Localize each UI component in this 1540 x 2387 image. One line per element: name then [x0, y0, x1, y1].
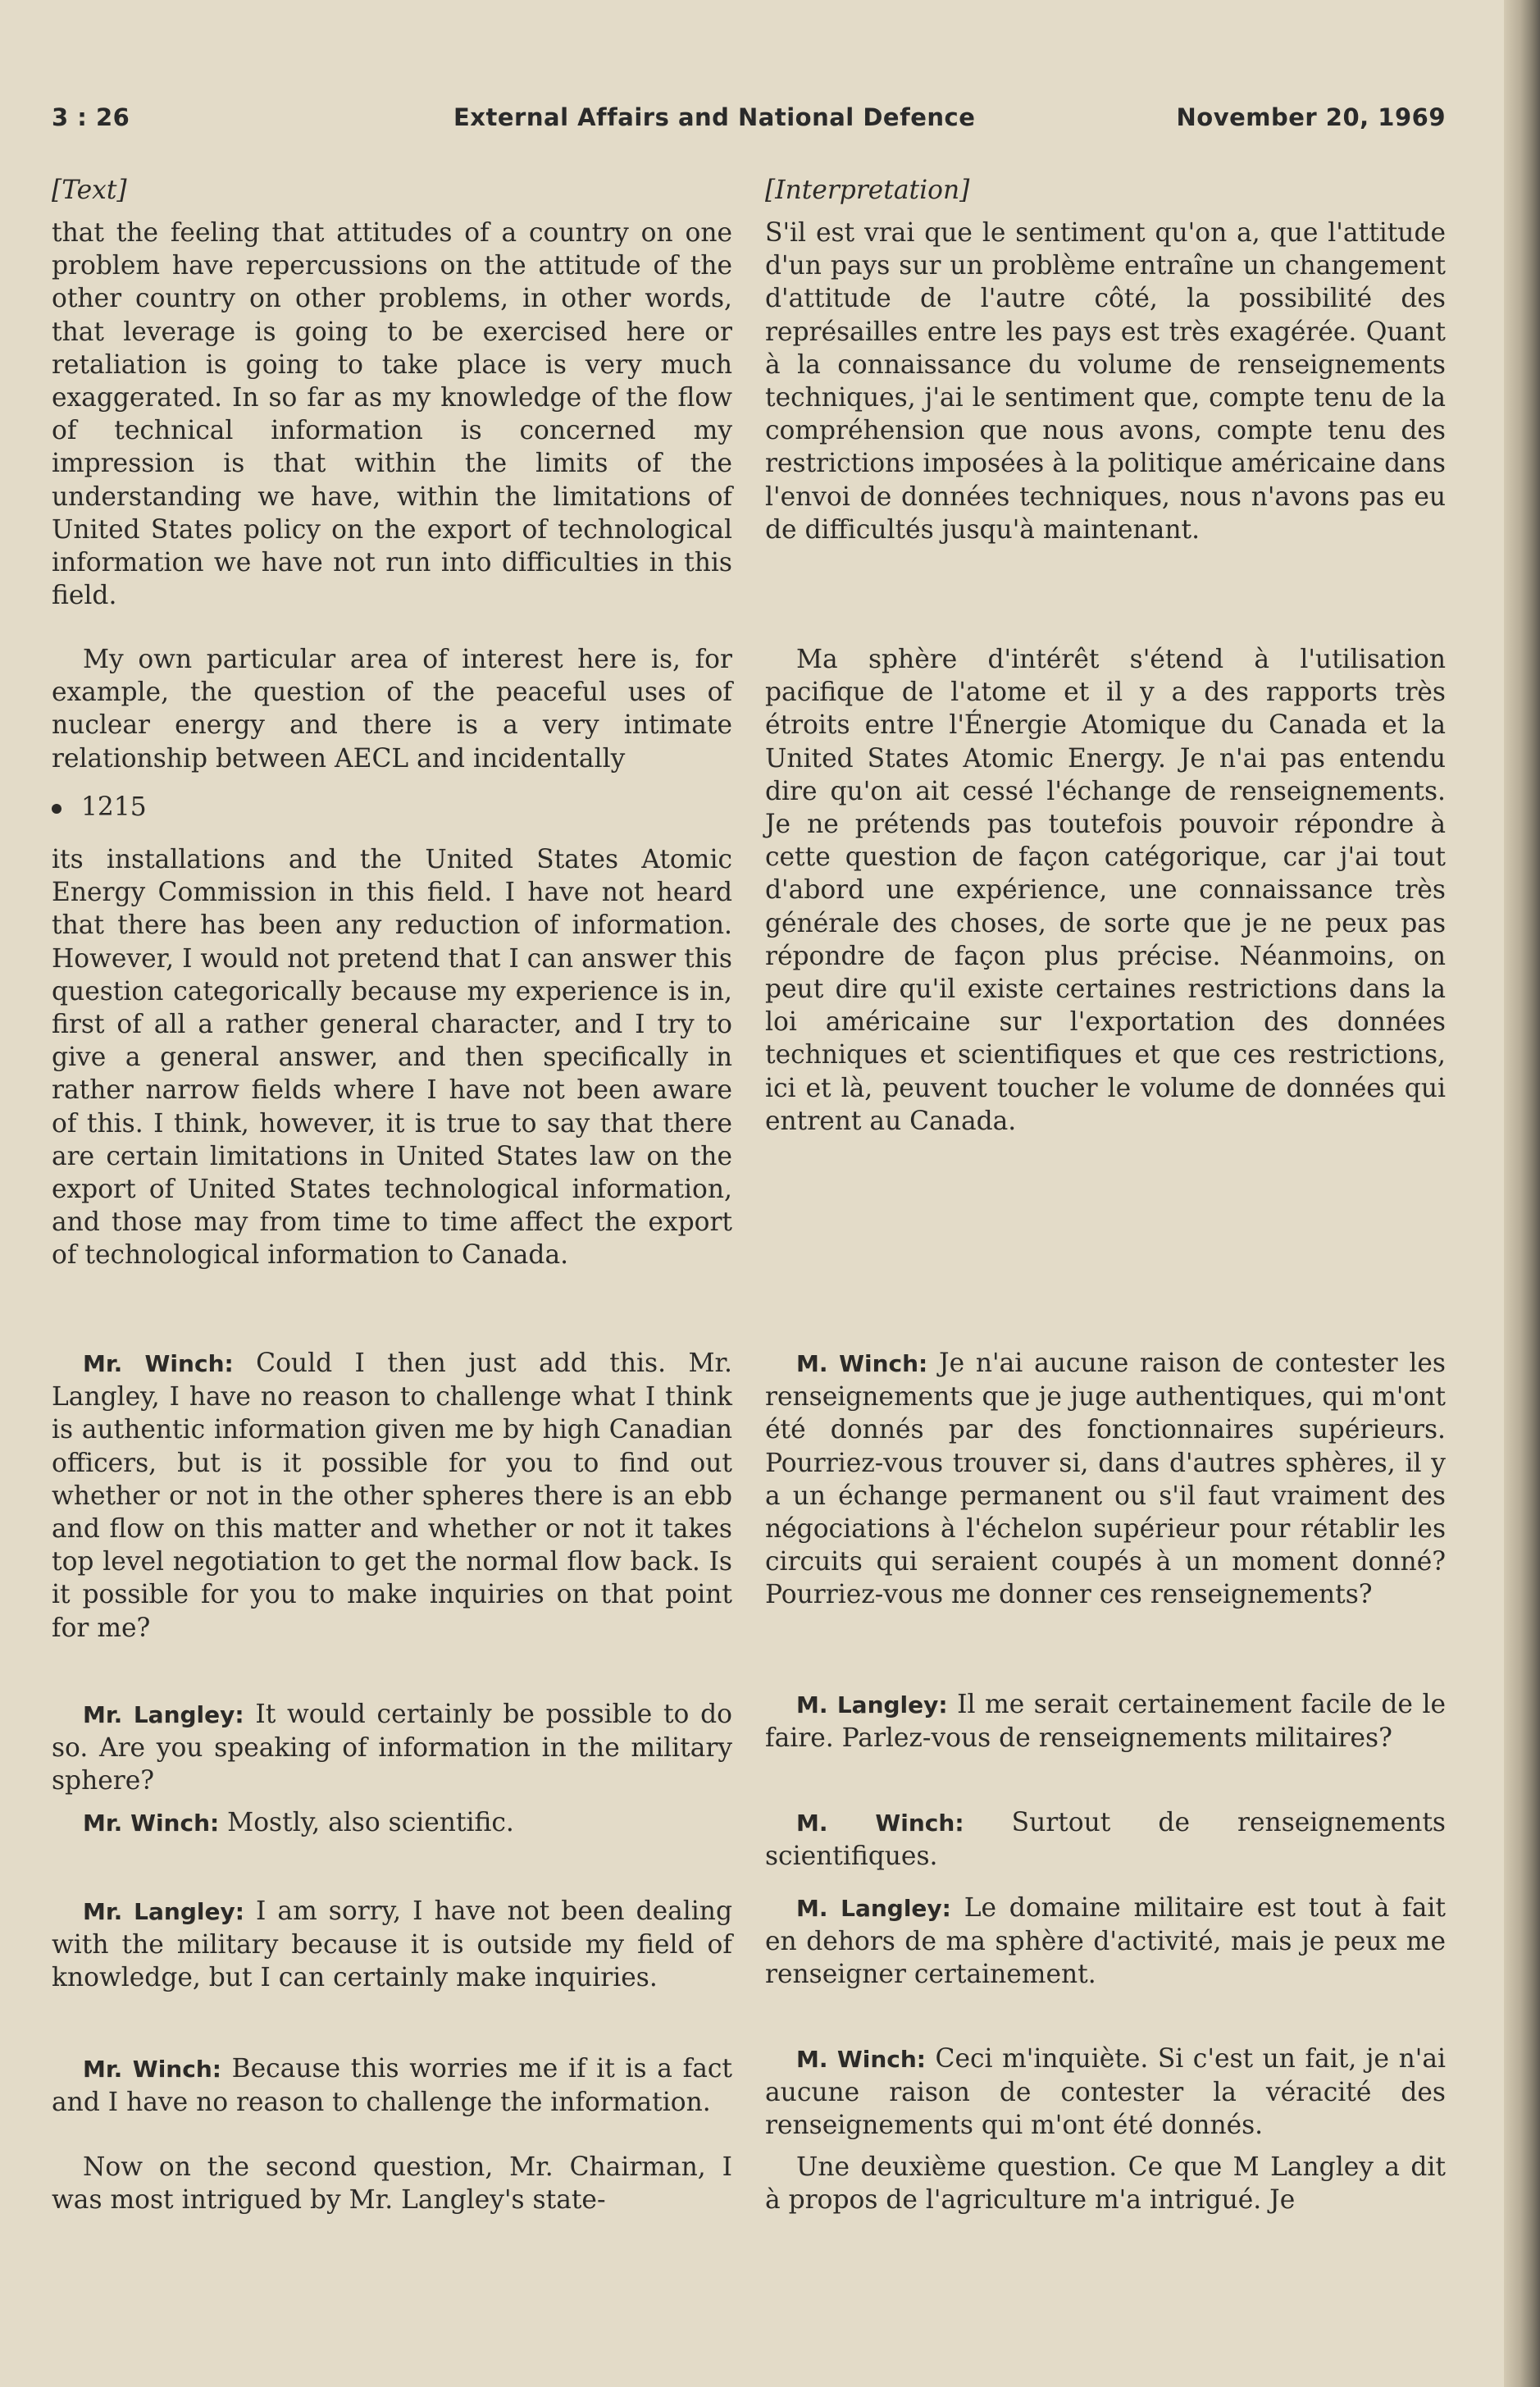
speech-text: Could I then just add this. Mr. Langley, I have no reason to challenge what I think is authentic information given me by high Canadian officers, but is it possible for you to find out whether or not in the other spheres there is an ebb and flow on this matter and whether or not it takes top level negotiation to get the normal flow back. Is it possible for you to make inquiries on that point for me? [52, 1349, 732, 1643]
speaker-turn [52, 2052, 732, 2119]
time-marker [52, 791, 732, 824]
speech-text: I am sorry, I have not been dealing with the military because it is outside my field of knowledge, but I can certainly make inquiries. [52, 1896, 733, 1993]
text-label: [Text] [52, 176, 127, 205]
speaker-turn [765, 1806, 1446, 1873]
speech-text: Ceci m'inquiète. Si c'est un fait, je n'ai aucune raison de contester la véracité des renseignements qui m'ont été donnés. [765, 2044, 1446, 2141]
binding-gutter [1504, 0, 1540, 2387]
speaker-turn [765, 1347, 1446, 1612]
speaker-name: M. Winch: [796, 1810, 964, 1837]
paragraph [765, 2151, 1446, 2216]
speech-text: Le domaine militaire est tout à fait en dehors de ma sphère d'activité, mais je peux me renseigner certainement. [765, 1893, 1446, 1990]
paragraph [52, 843, 732, 1272]
paragraph [52, 217, 732, 612]
speaker-turn [765, 1892, 1446, 1992]
interpretation-label: [Interpretation] [765, 176, 970, 205]
speaker-name: M. Langley: [796, 1895, 951, 1922]
column-label [765, 174, 1446, 207]
speaker-name: Mr. Langley: [83, 1898, 244, 1925]
running-header [52, 103, 1446, 136]
speaker-name: M. Winch: [796, 1350, 928, 1377]
bullet-icon [52, 804, 62, 814]
speaker-name: Mr. Winch: [83, 1810, 220, 1837]
paragraph-text: Ma sphère d'intérêt s'étend à l'utilisation pacifique de l'atome et il y a des rapports très étroits entre l'Énergie Atomique du Canada et la United States Atomic Energy. Je n'ai pas entendu dire qu'on ait cessé l'échange de renseignements. Je ne prétends pas toutefois pouvoir répondre à cette question de façon catégorique, car j'ai tout d'abord une expérience, une connaissance très générale des choses, de sorte que je ne peux pas répondre de façon plus précise. Néanmoins, on peut dire qu'il existe certaines restrictions dans la loi américaine sur l'exportation des données techniques et scientifiques et que ces restrictions, ici et là, peuvent toucher le volume de données qui entrent au Canada. [765, 645, 1446, 1136]
paragraph-text: S'il est vrai que le sentiment qu'on a, que l'attitude d'un pays sur un problème entraîne un changement d'attitude de l'autre côté, la possibilité des représailles entre les pays est très exagérée. Quant à la connaissance du volume de renseignements techniques, j'ai le sentiment que, compte tenu de la compréhension que nous avons, compte tenu des restrictions imposées à la politique américaine dans l'envoi de données techniques, nous n'avons pas eu de difficultés jusqu'à maintenant. [765, 218, 1446, 545]
speaker-turn [765, 2042, 1446, 2143]
paragraph [52, 643, 732, 775]
speaker-name: Mr. Langley: [83, 1701, 244, 1728]
header-date: November 20, 1969 [1176, 103, 1446, 131]
speaker-turn [765, 1688, 1446, 1755]
speaker-turn [52, 1698, 732, 1798]
paragraph-text: My own particular area of interest here is, for example, the question of the peaceful uses of nuclear energy and there is a very intimate relationship between AECL and incidentally [52, 645, 732, 774]
speaker-name: M. Winch: [796, 2046, 926, 2073]
paragraph [52, 2151, 732, 2216]
paragraph [765, 643, 1446, 1138]
speech-text: It would certainly be possible to do so. Are you speaking of information in the military sphere? [52, 1700, 732, 1796]
publication-title: External Affairs and National Defence [453, 103, 976, 131]
speech-text: Mostly, also scientific. [227, 1808, 514, 1837]
speaker-name: M. Langley: [796, 1691, 948, 1718]
paragraph-text: Now on the second question, Mr. Chairman, I was most intrigued by Mr. Langley's state- [52, 2152, 732, 2216]
paragraph [765, 217, 1446, 546]
time-marker-text: 1215 [81, 792, 147, 822]
speech-text: Surtout de renseignements scientifiques. [765, 1808, 1446, 1872]
page-number: 3 : 26 [52, 103, 130, 131]
speaker-name: Mr. Winch: [83, 2056, 221, 2083]
speech-text: Je n'ai aucune raison de contester les renseignements que je juge authentiques, qui m'ont été donnés par des fonctionnaires supérieurs. Pourriez-vous trouver si, dans d'autres sphères, il y a un échange permanent ou s'il faut vraiment des négociations à l'échelon supérieur pour rétablir les circuits qui seraient coupés à un moment donné? Pourriez-vous me donner ces renseignements? [765, 1349, 1446, 1610]
speech-text: Because this worries me if it is a fact and I have no reason to challenge the information. [52, 2054, 732, 2118]
speaker-turn [52, 1895, 732, 1995]
column-label [52, 174, 732, 207]
speaker-turn [52, 1806, 732, 1840]
speech-text: Il me serait certainement facile de le faire. Parlez-vous de renseignements militaires? [765, 1690, 1447, 1754]
speaker-name: Mr. Winch: [83, 1350, 234, 1377]
paragraph-text: Une deuxième question. Ce que M Langley a dit à propos de l'agriculture m'a intrigué. Je [765, 2152, 1446, 2216]
paragraph-text: that the feeling that attitudes of a country on one problem have repercussions on the attitude of the other country on other problems, in other words, that leverage is going to be exercised here or retaliation is going to take place is very much exaggerated. In so far as my knowledge of the flow of technical information is concerned my impression is that within the limits of the understanding we have, within the limitations of United States policy on the export of technological information we have not run into difficulties in this field. [52, 218, 732, 611]
speaker-turn [52, 1347, 732, 1645]
paragraph-text: its installations and the United States Atomic Energy Commission in this field. I have not heard that there has been any reduction of information. However, I would not pretend that I can answer this question categorically because my experience is in, first of all a rather general character, and I try to give a general answer, and then specifically in rather narrow fields where I have not been aware of this. I think, however, it is true to say that there are certain limitations in United States law on the export of United States technological information, and those may from time to time affect the export of technological information to Canada. [52, 845, 732, 1271]
